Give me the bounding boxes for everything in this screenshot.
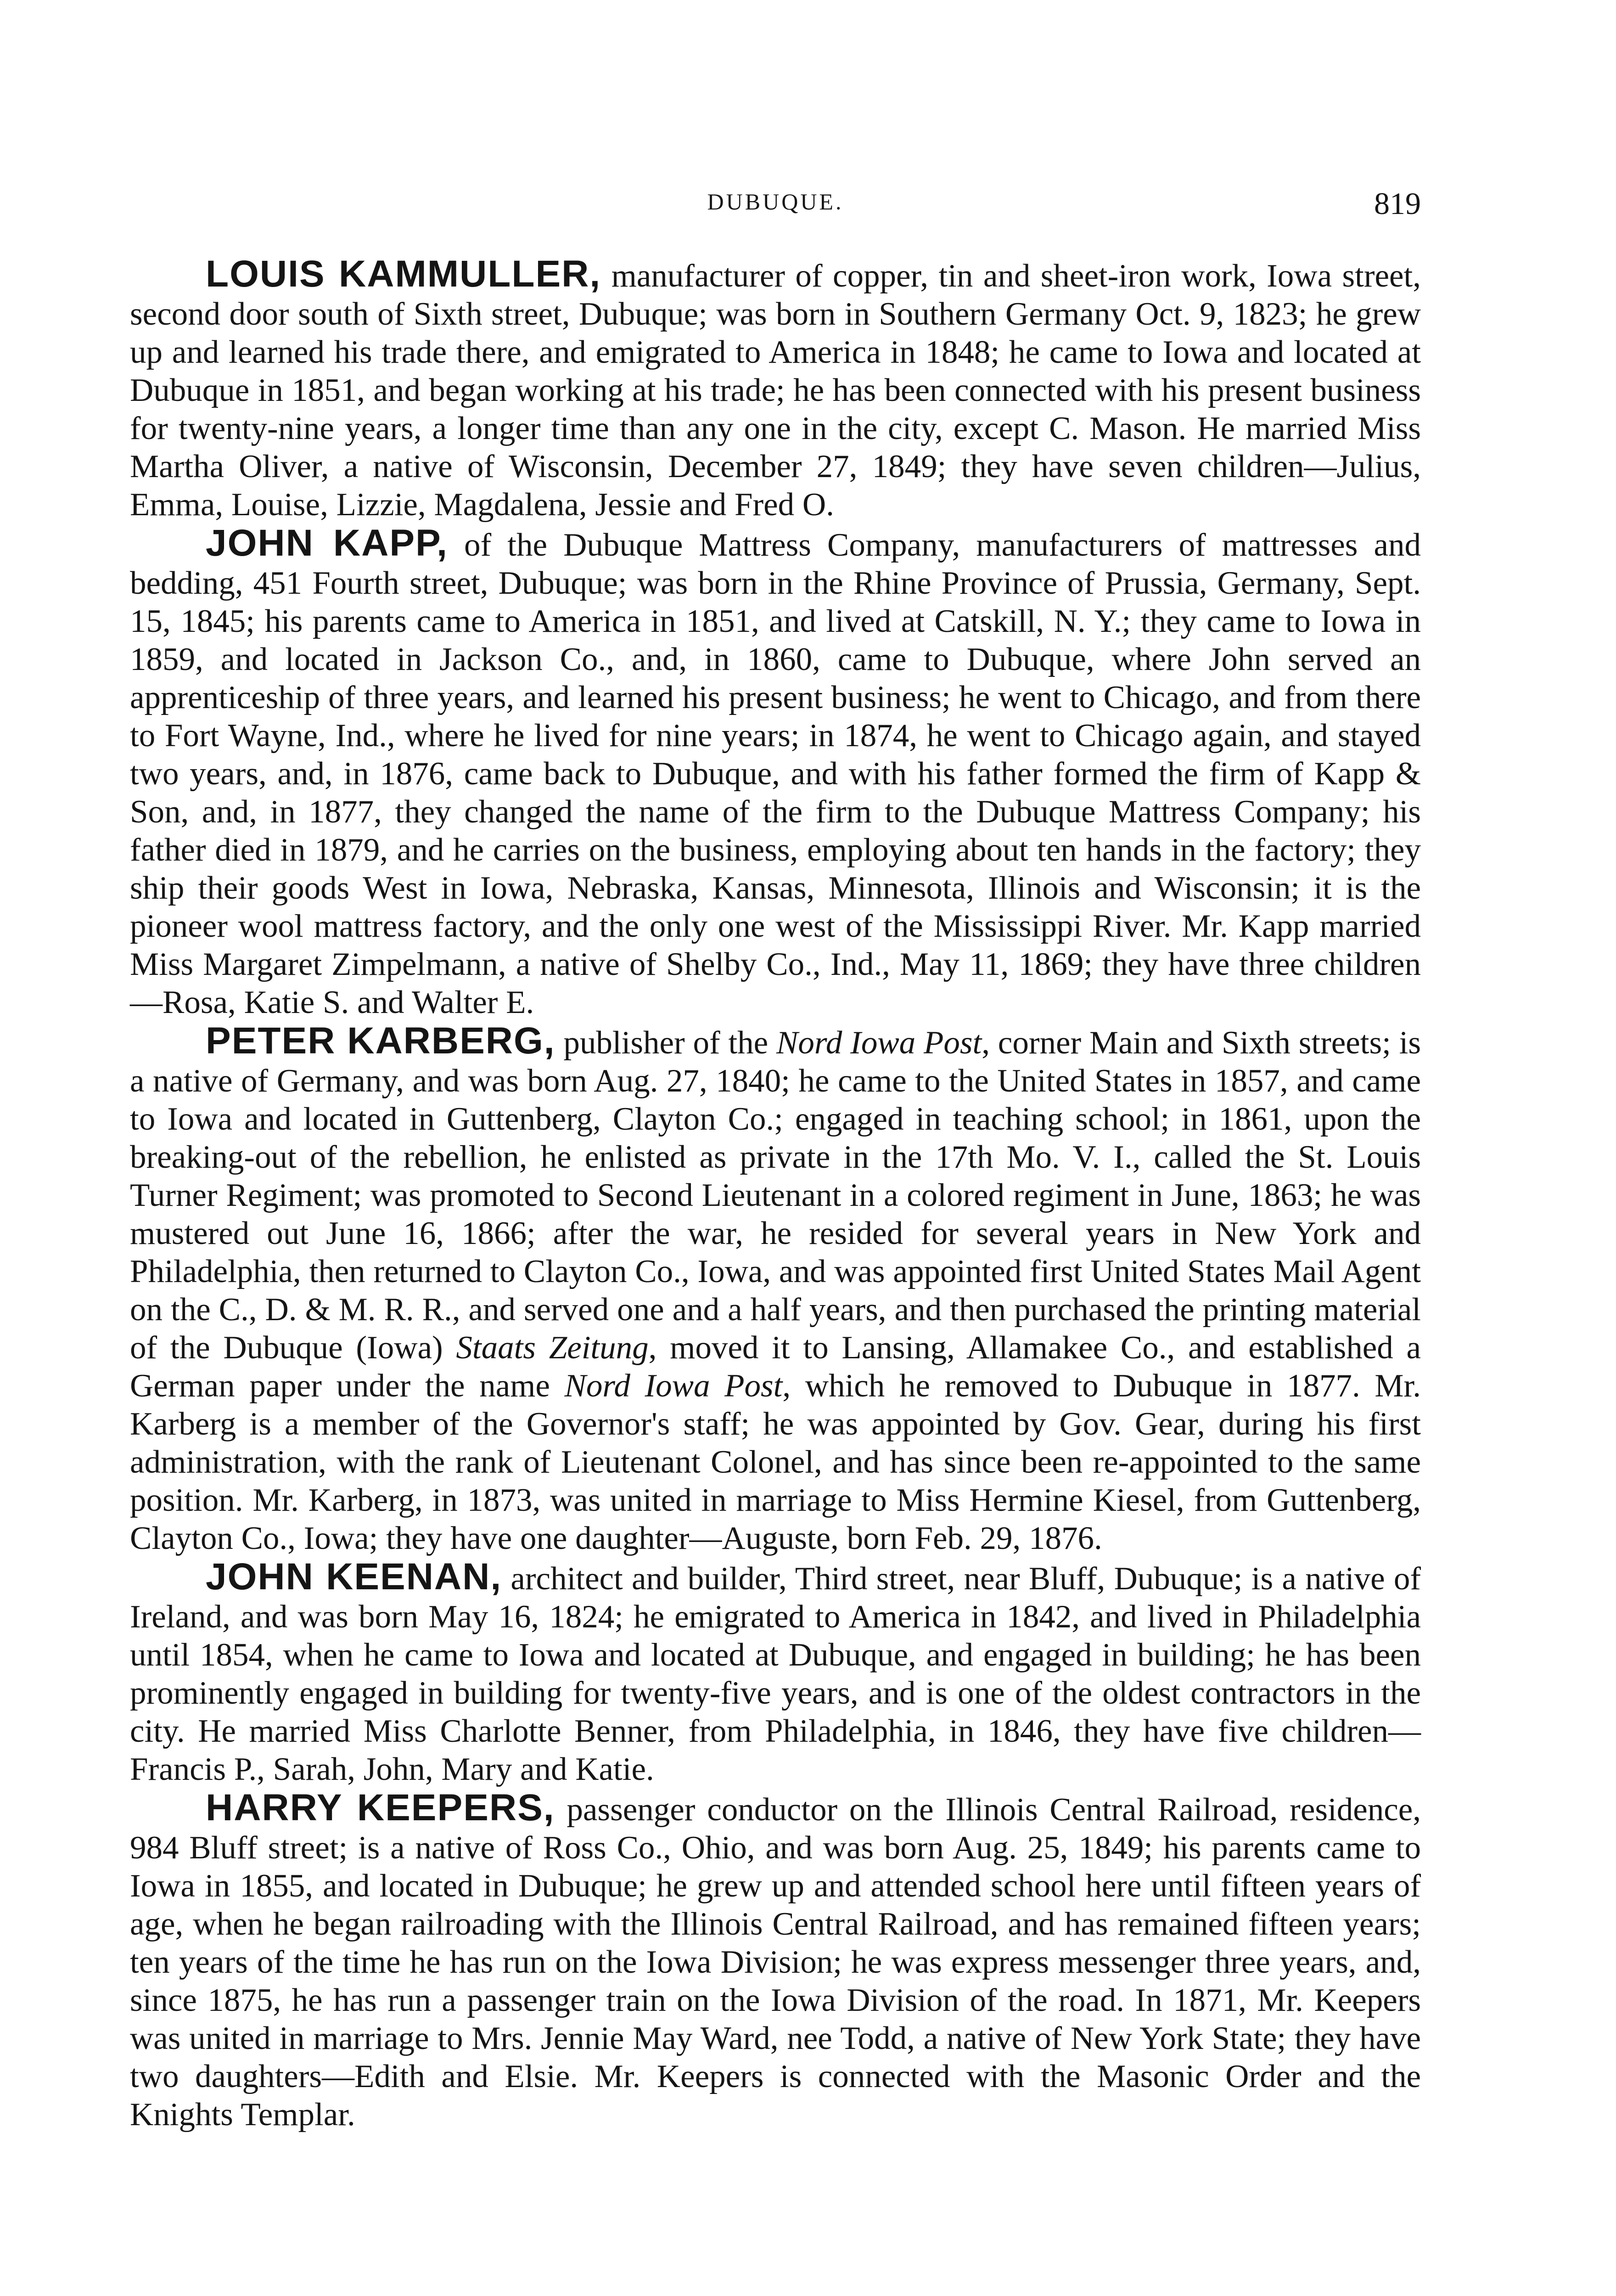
- entry-text: publisher of the: [555, 1025, 776, 1061]
- entry-text: architect and builder, Third street, near Bluff, Dubuque; is a native of Ireland, and was born May 16, 1824; he emigrated to America in 1842, and lived in Philadelphia until 1854, when he came to Iowa and located at Dubuque, and engaged in building; he has been prominently engaged in building for twenty-five years, and is one of the oldest contractors in the city. He married Miss Charlotte Benner, from Philadelphia, in 1846, they have five children—Francis P., Sarah, John, Mary and Katie.: [130, 1561, 1421, 1787]
- entry-text: of the Dubuque Mattress Company, manufacturers of mattresses and bedding, 451 Fourth street, Dubuque; was born in the Rhine Province of Prussia, Germany, Sept. 15, 1845; his parents came to America in 1851, and lived at Catskill, N. Y.; they came to Iowa in 1859, and located in Jackson Co., and, in 1860, came to Dubuque, where John served an apprenticeship of three years, and learned his present business; he went to Chicago, and from there to Fort Wayne, Ind., where he lived for nine years; in 1874, he went to Chicago again, and stayed two years, and, in 1876, came back to Dubuque, and with his father formed the firm of Kapp & Son, and, in 1877, they changed the name of the firm to the Dubuque Mattress Company; his father died in 1879, and he carries on the business, employing about ten hands in the factory; they ship their goods West in Iowa, Nebraska, Kansas, Minnesota, Illinois and Wisconsin; it is the pioneer wool mattress factory, and the only one west of the Mississippi River. Mr. Kapp married Miss Margaret Zimpelmann, a native of Shelby Co., Ind., May 11, 1869; they have three children—Rosa, Katie S. and Walter E.: [130, 527, 1421, 1020]
- running-head: [130, 188, 1421, 225]
- newspaper-title: Nord Iowa Post: [564, 1368, 783, 1404]
- page-number: 819: [1374, 186, 1421, 221]
- entry-name: JOHN KEENAN,: [206, 1556, 502, 1598]
- biography-column: [130, 255, 1421, 2134]
- newspaper-title: Staats Zeitung: [456, 1330, 649, 1366]
- entry-john-keenan: [130, 1558, 1421, 1789]
- entry-john-kapp: [130, 524, 1421, 1022]
- entry-louis-kammuller: [130, 255, 1421, 524]
- entry-name: LOUIS KAMMULLER,: [206, 253, 601, 295]
- running-title: DUBUQUE.: [707, 189, 844, 214]
- entry-harry-keepers: [130, 1789, 1421, 2134]
- entry-text: , corner Main and Sixth streets; is a native of Germany, and was born Aug. 27, 1840; he came to the United States in 1857, and came to Iowa and located in Guttenberg, Clayton Co.; engaged in teaching school; in 1861, upon the breaking-out of the rebellion, he enlisted as private in the 17th Mo. V. I., called the St. Louis Turner Regiment; was promoted to Second Lieutenant in a colored regiment in June, 1863; he was mustered out June 16, 1866; after the war, he resided for several years in New York and Philadelphia, then returned to Clayton Co., Iowa, and was appointed first United States Mail Agent on the C., D. & M. R. R., and served one and a half years, and then purchased the printing material of the Dubuque (Iowa): [130, 1025, 1421, 1366]
- entry-text: , which he removed to Dubuque in 1877. Mr. Karberg is a member of the Governor's staff; he was appointed by Gov. Gear, during his first administration, with the rank of Lieutenant Colonel, and has since been re-appointed to the same position. Mr. Karberg, in 1873, was united in marriage to Miss Hermine Kiesel, from Guttenberg, Clayton Co., Iowa; they have one daughter—Auguste, born Feb. 29, 1876.: [130, 1368, 1421, 1556]
- entry-peter-karberg: [130, 1022, 1421, 1558]
- entry-name: JOHN KAPP,: [206, 522, 448, 564]
- entry-text: , moved it to Lansing, Allamakee Co., and established a German paper under the name: [130, 1330, 1421, 1404]
- entry-name: PETER KARBERG,: [206, 1020, 556, 1062]
- entry-name: HARRY KEEPERS,: [206, 1787, 555, 1829]
- entry-text: manufacturer of copper, tin and sheet-iron work, Iowa street, second door south of Sixth street, Dubuque; was born in Southern Germany Oct. 9, 1823; he grew up and learned his trade there, and emigrated to America in 1848; he came to Iowa and located at Dubuque in 1851, and began working at his trade; he has been connected with his present business for twenty-nine years, a longer time than any one in the city, except C. Mason. He married Miss Martha Oliver, a native of Wisconsin, December 27, 1849; they have seven children—Julius, Emma, Louise, Lizzie, Magdalena, Jessie and Fred O.: [130, 258, 1421, 523]
- newspaper-title: Nord Iowa Post: [776, 1025, 982, 1061]
- entry-text: passenger conductor on the Illinois Central Railroad, residence, 984 Bluff street; is a native of Ross Co., Ohio, and was born Aug. 25, 1849; his parents came to Iowa in 1855, and located in Dubuque; he grew up and attended school here until fifteen years of age, when he began railroading with the Illinois Central Railroad, and has remained fifteen years; ten years of the time he has run on the Iowa Division; he was express messenger three years, and, since 1875, he has run a passenger train on the Iowa Division of the road. In 1871, Mr. Keepers was united in marriage to Mrs. Jennie May Ward, nee Todd, a native of New York State; they have two daughters—Edith and Elsie. Mr. Keepers is connected with the Masonic Order and the Knights Templar.: [130, 1792, 1421, 2133]
